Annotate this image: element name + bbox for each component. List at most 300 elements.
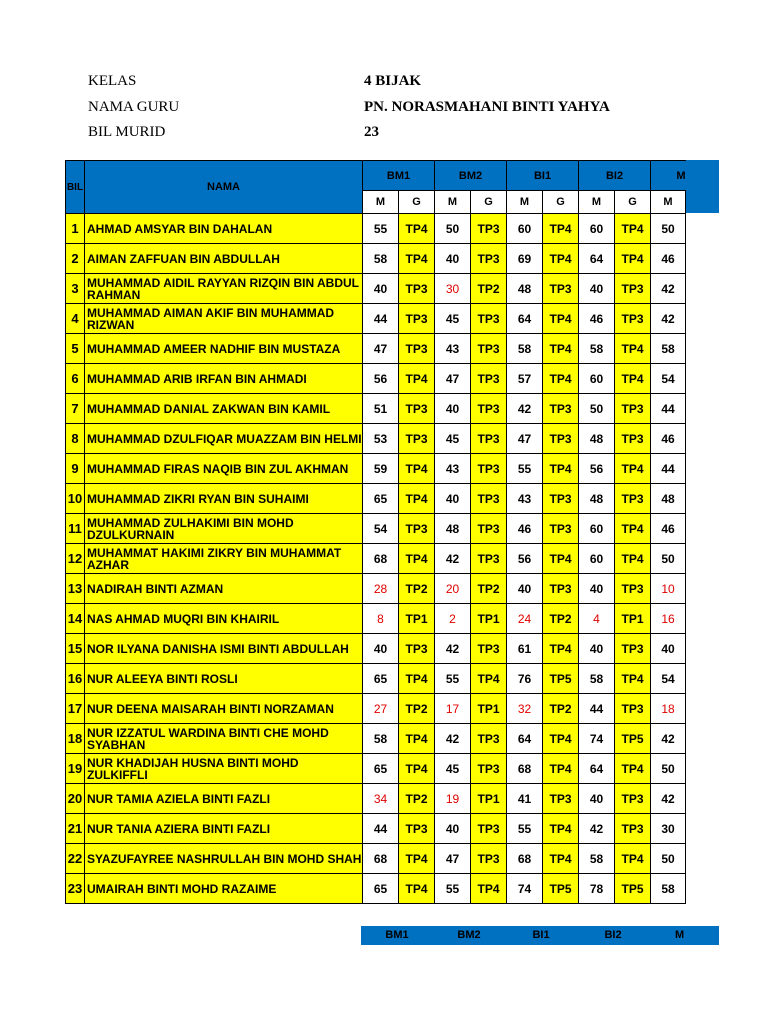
mark-cell: 40 [651,634,686,664]
mark-cell: 42 [435,544,471,574]
grade-cell: TP4 [615,454,651,484]
murid-label: BIL MURID [88,124,166,140]
grade-cell: TP4 [471,664,507,694]
grade-cell: TP3 [471,364,507,394]
grade-cell: TP4 [543,544,579,574]
mark-cell: 64 [579,754,615,784]
student-bil: 12 [66,544,85,574]
grade-cell: TP2 [471,274,507,304]
grade-cell: TP3 [471,394,507,424]
grade-cell: TP4 [543,754,579,784]
mark-cell: 40 [579,784,615,814]
grade-cell: TP2 [399,694,435,724]
student-name: MUHAMMAD ZIKRI RYAN BIN SUHAIMI [85,484,363,514]
mark-cell: 48 [651,484,686,514]
table-row [66,394,686,424]
table-row [66,814,686,844]
mark-cell: 58 [363,724,399,754]
subject-header-bi1: BI1 [507,161,579,191]
grade-cell: TP2 [543,694,579,724]
mark-cell: 30 [435,274,471,304]
student-bil: 7 [66,394,85,424]
grade-cell: TP4 [399,364,435,394]
mark-cell: 56 [363,364,399,394]
mark-cell: 68 [507,754,543,784]
col-m: M [651,191,686,214]
grade-cell: TP4 [543,844,579,874]
mark-cell: 43 [435,334,471,364]
guru-label: NAMA GURU [88,99,180,115]
student-bil: 16 [66,664,85,694]
grade-cell: TP4 [543,244,579,274]
student-bil: 20 [66,784,85,814]
mark-cell: 46 [579,304,615,334]
mark-cell: 30 [651,814,686,844]
mark-cell: 42 [435,724,471,754]
mark-cell: 47 [435,364,471,394]
mark-cell: 58 [363,244,399,274]
student-bil: 2 [66,244,85,274]
grade-cell: TP3 [399,514,435,544]
student-bil: 5 [66,334,85,364]
mark-cell: 40 [507,574,543,604]
mark-cell: 44 [363,814,399,844]
mark-cell: 43 [435,454,471,484]
student-name: NAS AHMAD MUQRI BIN KHAIRIL [85,604,363,634]
student-name: MUHAMMAD DZULFIQAR MUAZZAM BIN HELMI [85,424,363,454]
grade-cell: TP3 [615,304,651,334]
student-bil: 17 [66,694,85,724]
subject-header-bm1: BM1 [363,161,435,191]
table-row [66,694,686,724]
mark-cell: 78 [579,874,615,904]
mark-cell: 65 [363,664,399,694]
student-name: NUR ALEEYA BINTI ROSLI [85,664,363,694]
student-name: SYAZUFAYREE NASHRULLAH BIN MOHD SHAH [85,844,363,874]
student-name: NUR IZZATUL WARDINA BINTI CHE MOHD SYABHAN [85,724,363,754]
mark-cell: 64 [507,304,543,334]
student-name: NADIRAH BINTI AZMAN [85,574,363,604]
grade-cell: TP3 [399,274,435,304]
mark-cell: 40 [363,634,399,664]
mark-cell: 51 [363,394,399,424]
student-bil: 6 [66,364,85,394]
grade-cell: TP3 [615,634,651,664]
grade-cell: TP5 [543,874,579,904]
mark-cell: 68 [507,844,543,874]
mark-cell: 45 [435,304,471,334]
table-row [66,424,686,454]
grade-cell: TP3 [615,484,651,514]
grade-cell: TP2 [399,574,435,604]
mark-cell: 58 [579,664,615,694]
mark-cell: 69 [507,244,543,274]
student-name: NUR TANIA AZIERA BINTI FAZLI [85,814,363,844]
student-rows [66,214,686,904]
grade-cell: TP3 [471,484,507,514]
grade-cell: TP3 [399,424,435,454]
mark-cell: 16 [651,604,686,634]
mark-cell: 60 [579,364,615,394]
table-row [66,214,686,244]
grade-cell: TP3 [399,334,435,364]
student-name: NUR KHADIJAH HUSNA BINTI MOHD ZULKIFFLI [85,754,363,784]
mark-cell: 50 [651,544,686,574]
mark-cell: 53 [363,424,399,454]
mark-cell: 42 [435,634,471,664]
student-bil: 9 [66,454,85,484]
table-row [66,454,686,484]
mark-cell: 45 [435,754,471,784]
grade-cell: TP2 [471,574,507,604]
grade-cell: TP4 [615,664,651,694]
guru-value: PN. NORASMAHANI BINTI YAHYA [364,99,610,115]
grade-cell: TP3 [471,754,507,784]
mark-cell: 48 [507,274,543,304]
grade-cell: TP4 [399,454,435,484]
grade-cell: TP4 [543,214,579,244]
student-bil: 4 [66,304,85,334]
grade-cell: TP4 [399,544,435,574]
grade-cell: TP4 [615,844,651,874]
mark-cell: 46 [507,514,543,544]
grade-cell: TP4 [543,724,579,754]
mark-cell: 27 [363,694,399,724]
mark-cell: 40 [435,814,471,844]
grade-cell: TP3 [471,244,507,274]
col-g: G [399,191,435,214]
grade-cell: TP3 [471,454,507,484]
student-bil: 21 [66,814,85,844]
header-overflow [683,160,719,213]
mark-cell: 58 [651,334,686,364]
mark-cell: 50 [651,754,686,784]
grade-cell: TP2 [543,604,579,634]
mark-cell: 32 [507,694,543,724]
grade-cell: TP5 [615,874,651,904]
table-row [66,514,686,544]
grade-cell: TP3 [471,424,507,454]
grade-cell: TP3 [471,514,507,544]
mark-cell: 64 [507,724,543,754]
student-name: AHMAD AMSYAR BIN DAHALAN [85,214,363,244]
grade-cell: TP4 [543,454,579,484]
grade-cell: TP4 [615,514,651,544]
mark-cell: 42 [507,394,543,424]
mark-cell: 64 [579,244,615,274]
mark-cell: 46 [651,244,686,274]
grade-cell: TP3 [615,814,651,844]
mark-cell: 74 [507,874,543,904]
grade-cell: TP1 [615,604,651,634]
grade-cell: TP4 [543,334,579,364]
mark-cell: 47 [363,334,399,364]
grade-cell: TP3 [615,694,651,724]
col-g: G [615,191,651,214]
murid-value: 23 [364,124,379,140]
mark-cell: 48 [579,424,615,454]
mark-cell: 48 [435,514,471,544]
mark-cell: 48 [579,484,615,514]
table-row [66,874,686,904]
grade-cell: TP3 [543,394,579,424]
mark-cell: 60 [579,514,615,544]
grade-cell: TP4 [615,244,651,274]
col-g: G [543,191,579,214]
table-row [66,304,686,334]
student-name: MUHAMMAD AMEER NADHIF BIN MUSTAZA [85,334,363,364]
grade-cell: TP4 [615,544,651,574]
student-name: MUHAMMAD AIMAN AKIF BIN MUHAMMAD RIZWAN [85,304,363,334]
grade-cell: TP4 [399,244,435,274]
student-bil: 22 [66,844,85,874]
footer-subject-bm2: BM2 [457,929,481,941]
mark-cell: 43 [507,484,543,514]
mark-cell: 61 [507,634,543,664]
student-name: NUR DEENA MAISARAH BINTI NORZAMAN [85,694,363,724]
mark-cell: 34 [363,784,399,814]
kelas-label: KELAS [88,73,137,89]
grade-cell: TP1 [471,694,507,724]
grade-cell: TP4 [615,334,651,364]
mark-cell: 55 [363,214,399,244]
mark-cell: 68 [363,544,399,574]
table-row [66,724,686,754]
grade-cell: TP3 [399,634,435,664]
student-bil: 8 [66,424,85,454]
mark-cell: 44 [363,304,399,334]
grade-cell: TP3 [615,424,651,454]
grade-cell: TP3 [471,634,507,664]
mark-cell: 55 [435,874,471,904]
mark-cell: 55 [507,454,543,484]
mark-cell: 17 [435,694,471,724]
mark-cell: 65 [363,754,399,784]
grade-cell: TP4 [471,874,507,904]
mark-cell: 56 [507,544,543,574]
student-name: MUHAMMAD FIRAS NAQIB BIN ZUL AKHMAN [85,454,363,484]
student-name: MUHAMMAD ARIB IRFAN BIN AHMADI [85,364,363,394]
student-bil: 13 [66,574,85,604]
grade-cell: TP1 [399,604,435,634]
mark-cell: 58 [651,874,686,904]
grade-cell: TP3 [399,814,435,844]
mark-cell: 54 [363,514,399,544]
table-row [66,574,686,604]
mark-cell: 28 [363,574,399,604]
student-name: MUHAMMAD DANIAL ZAKWAN BIN KAMIL [85,394,363,424]
student-bil: 19 [66,754,85,784]
grade-cell: TP4 [543,634,579,664]
table-row [66,244,686,274]
student-bil: 18 [66,724,85,754]
mark-cell: 58 [507,334,543,364]
grade-cell: TP3 [471,334,507,364]
grade-cell: TP3 [471,304,507,334]
student-bil: 1 [66,214,85,244]
grade-cell: TP4 [615,364,651,394]
mark-cell: 4 [579,604,615,634]
grade-cell: TP3 [543,784,579,814]
mark-cell: 60 [507,214,543,244]
grade-cell: TP3 [615,394,651,424]
grade-cell: TP3 [399,304,435,334]
grade-cell: TP3 [471,544,507,574]
mark-cell: 44 [651,454,686,484]
mark-cell: 42 [579,814,615,844]
grade-cell: TP3 [615,274,651,304]
table-row [66,784,686,814]
grade-cell: TP4 [399,724,435,754]
table-row [66,334,686,364]
subject-header-m-label: M [676,169,686,182]
col-m: M [435,191,471,214]
grade-cell: TP4 [399,214,435,244]
subject-header-m [651,161,686,191]
mark-cell: 42 [651,784,686,814]
mark-cell: 41 [507,784,543,814]
footer-subject-bi1: BI1 [532,929,550,941]
mark-cell: 40 [435,394,471,424]
grade-cell: TP4 [615,214,651,244]
mark-cell: 55 [507,814,543,844]
student-bil: 14 [66,604,85,634]
mark-cell: 8 [363,604,399,634]
col-m: M [363,191,399,214]
student-name: MUHAMMAD ZULHAKIMI BIN MOHD DZULKURNAIN [85,514,363,544]
mark-cell: 60 [579,544,615,574]
grade-cell: TP4 [399,664,435,694]
student-name: MUHAMMAT HAKIMI ZIKRY BIN MUHAMMAT AZHAR [85,544,363,574]
grade-cell: TP3 [543,274,579,304]
mark-cell: 42 [651,274,686,304]
marks-table [65,160,686,904]
table-row [66,544,686,574]
mark-cell: 47 [435,844,471,874]
mark-cell: 65 [363,874,399,904]
grade-cell: TP5 [615,724,651,754]
grade-cell: TP4 [399,874,435,904]
mark-cell: 19 [435,784,471,814]
student-bil: 3 [66,274,85,304]
mark-cell: 50 [435,214,471,244]
mark-cell: 40 [579,574,615,604]
mark-cell: 45 [435,424,471,454]
student-bil: 15 [66,634,85,664]
grade-cell: TP1 [471,604,507,634]
bil-header: BIL [66,161,85,214]
mark-cell: 57 [507,364,543,394]
grade-cell: TP3 [543,484,579,514]
mark-cell: 54 [651,364,686,394]
grade-cell: TP4 [543,814,579,844]
mark-cell: 59 [363,454,399,484]
mark-cell: 42 [651,724,686,754]
student-bil: 23 [66,874,85,904]
mark-cell: 50 [651,844,686,874]
grade-cell: TP4 [399,844,435,874]
grade-cell: TP3 [399,394,435,424]
mark-cell: 47 [507,424,543,454]
mark-cell: 46 [651,424,686,454]
student-bil: 11 [66,514,85,544]
mark-cell: 76 [507,664,543,694]
grade-cell: TP3 [615,574,651,604]
student-name: NOR ILYANA DANISHA ISMI BINTI ABDULLAH [85,634,363,664]
kelas-value: 4 BIJAK [364,73,422,89]
subject-header-bi2: BI2 [579,161,651,191]
footer-subject-bi2: BI2 [604,929,622,941]
student-bil: 10 [66,484,85,514]
mark-cell: 40 [579,634,615,664]
mark-cell: 58 [579,334,615,364]
mark-cell: 18 [651,694,686,724]
table-row [66,274,686,304]
table-row [66,484,686,514]
student-name: AIMAN ZAFFUAN BIN ABDULLAH [85,244,363,274]
grade-cell: TP4 [399,754,435,784]
grade-cell: TP3 [543,574,579,604]
mark-cell: 74 [579,724,615,754]
grade-cell: TP4 [543,304,579,334]
mark-cell: 44 [651,394,686,424]
mark-cell: 24 [507,604,543,634]
grade-cell: TP3 [471,844,507,874]
grade-cell: TP3 [471,724,507,754]
grade-cell: TP3 [471,214,507,244]
table-row [66,844,686,874]
col-g: G [471,191,507,214]
mark-cell: 2 [435,604,471,634]
grade-cell: TP5 [543,664,579,694]
mark-cell: 50 [579,394,615,424]
table-row [66,754,686,784]
mark-cell: 58 [579,844,615,874]
mark-cell: 44 [579,694,615,724]
student-name: UMAIRAH BINTI MOHD RAZAIME [85,874,363,904]
mark-cell: 46 [651,514,686,544]
grade-cell: TP3 [471,814,507,844]
mark-cell: 20 [435,574,471,604]
mark-cell: 40 [579,274,615,304]
grade-cell: TP3 [543,424,579,454]
footer-subject-bm1: BM1 [385,929,409,941]
grade-cell: TP3 [543,514,579,544]
grade-cell: TP1 [471,784,507,814]
student-name: MUHAMMAD AIDIL RAYYAN RIZQIN BIN ABDUL RAHMAN [85,274,363,304]
student-name: NUR TAMIA AZIELA BINTI FAZLI [85,784,363,814]
grade-cell: TP4 [615,754,651,784]
table-row [66,664,686,694]
footer-subject-m: M [675,929,685,941]
grade-cell: TP4 [399,484,435,514]
col-m: M [507,191,543,214]
table-row [66,604,686,634]
mark-cell: 68 [363,844,399,874]
footer-subject-bar [361,926,719,945]
mark-cell: 42 [651,304,686,334]
table-row [66,364,686,394]
subject-header-bm2: BM2 [435,161,507,191]
grade-cell: TP3 [615,784,651,814]
mark-cell: 54 [651,664,686,694]
mark-cell: 55 [435,664,471,694]
mark-cell: 60 [579,214,615,244]
col-m: M [579,191,615,214]
mark-cell: 56 [579,454,615,484]
mark-cell: 40 [363,274,399,304]
mark-cell: 10 [651,574,686,604]
